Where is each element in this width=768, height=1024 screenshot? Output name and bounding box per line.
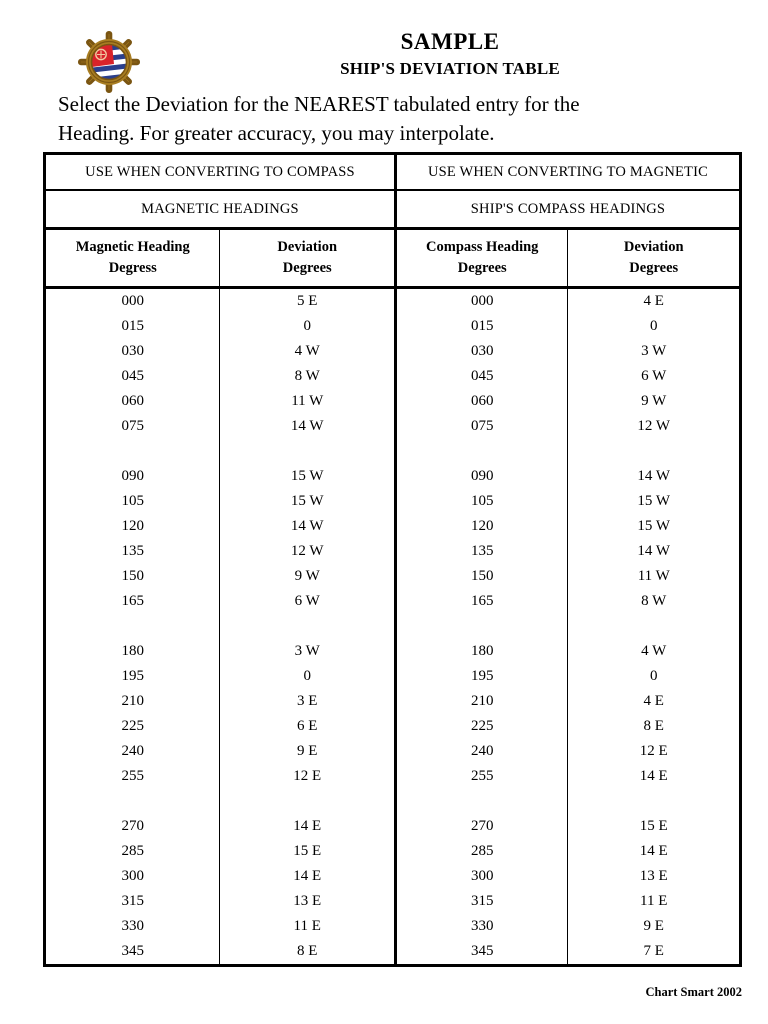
table-cell-value: 015 bbox=[470, 318, 494, 334]
table-cell-value: 120 bbox=[470, 518, 494, 534]
table-cell-value: 14 W bbox=[637, 468, 671, 484]
table-cell-value: 180 bbox=[121, 643, 144, 659]
table-cell-value: 15 W bbox=[637, 493, 671, 509]
table-cell-value: 12 W bbox=[637, 418, 671, 434]
table-cell-value: 14 W bbox=[637, 543, 671, 559]
table-cell-value: 240 bbox=[121, 743, 144, 759]
column-header-line2: Degress bbox=[108, 260, 157, 276]
table-cell-value: 12 E bbox=[639, 743, 668, 759]
column-header-line1: Magnetic Heading bbox=[75, 239, 190, 255]
table-cell-value: 345 bbox=[121, 943, 144, 959]
table-cell-value: 9 E bbox=[643, 918, 664, 934]
table-cell-value: 4 E bbox=[643, 293, 664, 309]
column-header-line1: Deviation bbox=[277, 239, 338, 255]
footer-credit: Chart Smart 2002 bbox=[645, 985, 742, 999]
group-spacer bbox=[46, 789, 219, 814]
table-column-header-row bbox=[45, 229, 741, 288]
table-cell-value: 8 W bbox=[641, 593, 667, 609]
table-cell-value: 3 E bbox=[297, 693, 318, 709]
table-cell-value: 255 bbox=[470, 768, 494, 784]
table-cell-value: 090 bbox=[470, 468, 494, 484]
table-cell-value: 14 E bbox=[293, 868, 322, 884]
table-cell-value: 14 W bbox=[290, 518, 324, 534]
table-cell-value: 0 bbox=[303, 668, 311, 684]
instructions bbox=[58, 90, 738, 148]
table-cell-value: 345 bbox=[470, 943, 494, 959]
table-cell-value: 030 bbox=[470, 343, 494, 359]
table-cell-value: 030 bbox=[121, 343, 144, 359]
group-spacer bbox=[568, 789, 739, 814]
column-header-compass-deviation bbox=[568, 229, 741, 288]
group-spacer bbox=[220, 439, 394, 464]
table-cell-value: 14 W bbox=[290, 418, 324, 434]
table-cell-value: 165 bbox=[470, 593, 494, 609]
table-cell-value: 13 E bbox=[639, 868, 668, 884]
table-cell-value: 13 E bbox=[293, 893, 322, 909]
table-cell-value: 060 bbox=[470, 393, 494, 409]
table-cell-value: 135 bbox=[470, 543, 494, 559]
table-cell-value: 195 bbox=[470, 668, 494, 684]
table-cell-value: 300 bbox=[121, 868, 144, 884]
table-cell-value: 225 bbox=[470, 718, 494, 734]
compass-deviation-list bbox=[568, 289, 739, 964]
table-cell-value: 255 bbox=[121, 768, 144, 784]
table-cell-value: 0 bbox=[303, 318, 311, 334]
table-cell-value: 165 bbox=[121, 593, 144, 609]
table-cell-value: 330 bbox=[470, 918, 494, 934]
cell-compass-heading-values bbox=[395, 288, 567, 966]
table-cell-value: 3 W bbox=[641, 343, 667, 359]
table-cell-value: 105 bbox=[121, 493, 144, 509]
table-cell-value: 180 bbox=[470, 643, 494, 659]
page-title: SAMPLE bbox=[400, 29, 500, 54]
title-block bbox=[150, 28, 750, 80]
table-cell-value: 11 E bbox=[640, 893, 668, 909]
table-cell-value: 14 E bbox=[293, 818, 322, 834]
ships-wheel-flag-logo bbox=[78, 31, 140, 93]
band-magnetic-headings: MAGNETIC HEADINGS bbox=[45, 190, 396, 229]
table-cell-value: 6 W bbox=[294, 593, 320, 609]
band-ships-compass-headings: SHIP'S COMPASS HEADINGS bbox=[395, 190, 740, 229]
group-spacer bbox=[397, 789, 567, 814]
table-cell-value: 3 W bbox=[294, 643, 320, 659]
column-header-compass-heading bbox=[395, 229, 567, 288]
table-cell-value: 8 W bbox=[294, 368, 320, 384]
table-cell-value: 5 E bbox=[297, 293, 318, 309]
compass-heading-list bbox=[397, 289, 567, 964]
cell-compass-deviation-values bbox=[568, 288, 741, 966]
table-cell-value: 135 bbox=[121, 543, 144, 559]
column-header-line1: Compass Heading bbox=[426, 239, 539, 255]
table-band-row-usage bbox=[45, 154, 741, 191]
table-cell-value: 15 E bbox=[293, 843, 322, 859]
column-header-magnetic-deviation bbox=[220, 229, 396, 288]
table-band-row-headings bbox=[45, 190, 741, 229]
table-cell-value: 225 bbox=[121, 718, 144, 734]
table-cell-value: 15 W bbox=[637, 518, 671, 534]
table-cell-value: 300 bbox=[470, 868, 494, 884]
column-header-line1: Deviation bbox=[623, 239, 684, 255]
table-cell-value: 0 bbox=[649, 668, 658, 684]
table-cell-value: 14 E bbox=[639, 768, 668, 784]
table-cell-value: 210 bbox=[121, 693, 144, 709]
table-cell-value: 11 E bbox=[293, 918, 321, 934]
table-cell-value: 120 bbox=[121, 518, 144, 534]
table-cell-value: 105 bbox=[470, 493, 494, 509]
page-subtitle: SHIP'S DEVIATION TABLE bbox=[340, 59, 560, 78]
group-spacer bbox=[397, 614, 567, 639]
deviation-table bbox=[43, 152, 742, 967]
table-cell-value: 9 E bbox=[297, 743, 318, 759]
magnetic-deviation-list bbox=[220, 289, 394, 964]
page-header bbox=[0, 0, 768, 148]
instructions-line-2: Heading. For greater accuracy, you may interpolate. bbox=[58, 121, 495, 145]
cell-magnetic-deviation-values bbox=[220, 288, 396, 966]
table-cell-value: 315 bbox=[121, 893, 144, 909]
table-cell-value: 4 E bbox=[643, 693, 664, 709]
table-cell-value: 315 bbox=[470, 893, 494, 909]
table-cell-value: 270 bbox=[470, 818, 494, 834]
table-cell-value: 090 bbox=[121, 468, 144, 484]
band-converting-to-magnetic: USE WHEN CONVERTING TO MAGNETIC bbox=[395, 154, 740, 191]
table-cell-value: 270 bbox=[121, 818, 144, 834]
table-cell-value: 4 W bbox=[294, 343, 320, 359]
group-spacer bbox=[220, 789, 394, 814]
table-body-row bbox=[45, 288, 741, 966]
magnetic-heading-list bbox=[46, 289, 219, 964]
table-cell-value: 12 E bbox=[293, 768, 322, 784]
table-cell-value: 11 W bbox=[291, 393, 324, 409]
table-cell-value: 015 bbox=[121, 318, 144, 334]
table-cell-value: 4 W bbox=[641, 643, 667, 659]
table-cell-value: 6 E bbox=[297, 718, 318, 734]
table-cell-value: 12 W bbox=[290, 543, 324, 559]
column-header-line2: Degrees bbox=[457, 260, 507, 276]
table-cell-value: 045 bbox=[121, 368, 144, 384]
table-cell-value: 9 W bbox=[294, 568, 320, 584]
column-header-magnetic-heading bbox=[45, 229, 220, 288]
table-cell-value: 240 bbox=[470, 743, 494, 759]
table-cell-value: 045 bbox=[470, 368, 494, 384]
table-cell-value: 8 E bbox=[297, 943, 318, 959]
table-cell-value: 11 W bbox=[637, 568, 670, 584]
table-cell-value: 285 bbox=[470, 843, 494, 859]
table-cell-value: 15 E bbox=[639, 818, 668, 834]
instructions-line-1: Select the Deviation for the NEAREST tabulated entry for the bbox=[58, 92, 580, 116]
table-cell-value: 000 bbox=[121, 293, 144, 309]
cell-magnetic-heading-values bbox=[45, 288, 220, 966]
table-cell-value: 150 bbox=[470, 568, 494, 584]
column-header-line2: Degrees bbox=[282, 260, 332, 276]
group-spacer bbox=[568, 439, 739, 464]
group-spacer bbox=[568, 614, 739, 639]
table-cell-value: 9 W bbox=[641, 393, 667, 409]
footer bbox=[0, 985, 742, 1000]
band-converting-to-compass: USE WHEN CONVERTING TO COMPASS bbox=[45, 154, 396, 191]
table-cell-value: 000 bbox=[470, 293, 494, 309]
group-spacer bbox=[220, 614, 394, 639]
table-cell-value: 210 bbox=[470, 693, 494, 709]
group-spacer bbox=[46, 439, 219, 464]
table-cell-value: 150 bbox=[121, 568, 144, 584]
table-cell-value: 195 bbox=[121, 668, 144, 684]
column-header-line2: Degrees bbox=[629, 260, 679, 276]
table-cell-value: 075 bbox=[470, 418, 494, 434]
table-cell-value: 075 bbox=[121, 418, 144, 434]
table-cell-value: 15 W bbox=[290, 468, 324, 484]
table-cell-value: 285 bbox=[121, 843, 144, 859]
group-spacer bbox=[397, 439, 567, 464]
table-cell-value: 15 W bbox=[290, 493, 324, 509]
table-cell-value: 6 W bbox=[641, 368, 667, 384]
table-cell-value: 7 E bbox=[643, 943, 664, 959]
group-spacer bbox=[46, 614, 219, 639]
table-cell-value: 14 E bbox=[639, 843, 668, 859]
table-cell-value: 330 bbox=[121, 918, 144, 934]
table-cell-value: 0 bbox=[649, 318, 658, 334]
table-cell-value: 8 E bbox=[643, 718, 664, 734]
table-cell-value: 060 bbox=[121, 393, 144, 409]
